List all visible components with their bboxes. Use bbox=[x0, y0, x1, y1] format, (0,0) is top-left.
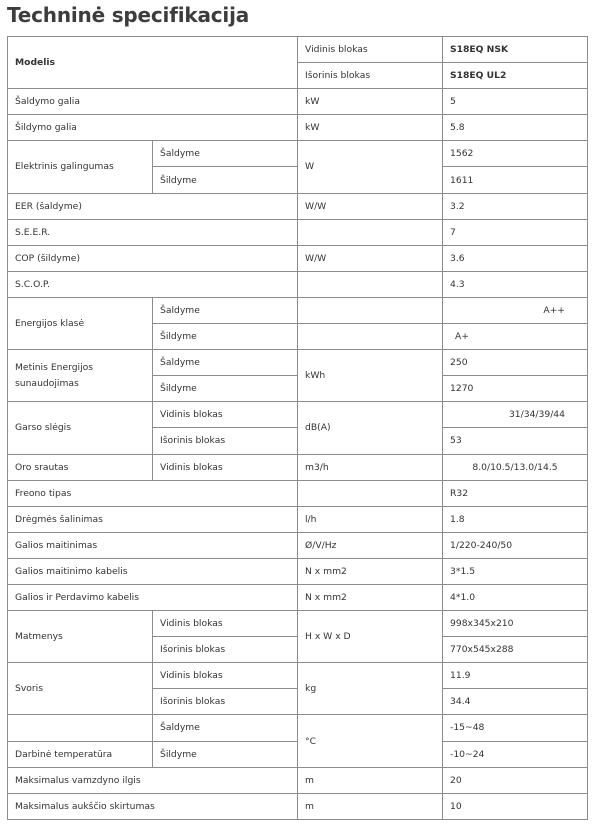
table-cell: 998x345x210 bbox=[443, 611, 588, 637]
table-cell: kg bbox=[298, 663, 443, 715]
table-cell: Modelis bbox=[8, 37, 298, 89]
table-cell: m3/h bbox=[298, 454, 443, 480]
table-cell: Elektrinis galingumas bbox=[8, 141, 153, 193]
table-row bbox=[8, 454, 588, 480]
table-cell: 53 bbox=[443, 428, 588, 454]
table-cell: dB(A) bbox=[298, 402, 443, 454]
table-cell: Vidinis blokas bbox=[153, 611, 298, 637]
table-row bbox=[8, 115, 588, 141]
table-cell bbox=[298, 219, 443, 245]
table-cell: Vidinis blokas bbox=[153, 454, 298, 480]
table-cell: 8.0/10.5/13.0/14.5 bbox=[443, 454, 588, 480]
table-cell: S18EQ NSK bbox=[443, 37, 588, 63]
table-cell: Išorinis blokas bbox=[153, 689, 298, 715]
table-row bbox=[8, 271, 588, 297]
table-cell bbox=[298, 324, 443, 350]
table-row bbox=[8, 532, 588, 558]
table-cell: 3*1.5 bbox=[443, 558, 588, 584]
table-cell: 770x545x288 bbox=[443, 637, 588, 663]
table-cell: Vidinis blokas bbox=[153, 402, 298, 428]
table-cell: H x W x D bbox=[298, 611, 443, 663]
table-cell: l/h bbox=[298, 506, 443, 532]
table-cell: Garso slėgis bbox=[8, 402, 153, 454]
table-cell: S.C.O.P. bbox=[8, 271, 298, 297]
table-cell: 1562 bbox=[443, 141, 588, 167]
table-cell: Energijos klasė bbox=[8, 297, 153, 349]
table-cell: Išorinis blokas bbox=[153, 428, 298, 454]
table-cell: 3.6 bbox=[443, 245, 588, 271]
table-cell: Išorinis blokas bbox=[153, 637, 298, 663]
spec-table bbox=[7, 36, 588, 820]
table-cell: 5 bbox=[443, 89, 588, 115]
table-row bbox=[8, 611, 588, 637]
table-row bbox=[8, 663, 588, 689]
table-cell bbox=[8, 715, 153, 741]
table-cell: N x mm2 bbox=[298, 558, 443, 584]
table-cell: A++ bbox=[443, 297, 588, 323]
table-cell: °C bbox=[298, 715, 443, 767]
table-cell: Galios maitinimo kabelis bbox=[8, 558, 298, 584]
table-cell: Šildymo galia bbox=[8, 115, 298, 141]
table-cell: Maksimalus aukščio skirtumas bbox=[8, 793, 298, 819]
table-cell: kWh bbox=[298, 350, 443, 402]
table-cell: 1/220-240/50 bbox=[443, 532, 588, 558]
table-row bbox=[8, 37, 588, 63]
table-cell: Šildyme bbox=[153, 741, 298, 767]
table-row bbox=[8, 715, 588, 741]
table-cell: Šildyme bbox=[153, 324, 298, 350]
table-cell: Šaldymo galia bbox=[8, 89, 298, 115]
table-cell: Šaldyme bbox=[153, 350, 298, 376]
table-cell: Freono tipas bbox=[8, 480, 298, 506]
table-cell: A+ bbox=[443, 324, 588, 350]
table-cell: -10~24 bbox=[443, 741, 588, 767]
table-cell: 5.8 bbox=[443, 115, 588, 141]
table-cell: Galios ir Perdavimo kabelis bbox=[8, 584, 298, 610]
table-row bbox=[8, 219, 588, 245]
table-row bbox=[8, 245, 588, 271]
table-cell: COP (šildyme) bbox=[8, 245, 298, 271]
table-row bbox=[8, 402, 588, 428]
table-cell: R32 bbox=[443, 480, 588, 506]
table-cell: kW bbox=[298, 115, 443, 141]
table-cell: 31/34/39/44 bbox=[443, 402, 588, 428]
table-cell: Galios maitinimas bbox=[8, 532, 298, 558]
table-cell: S18EQ UL2 bbox=[443, 63, 588, 89]
table-cell: 10 bbox=[443, 793, 588, 819]
table-row bbox=[8, 767, 588, 793]
table-cell: m bbox=[298, 767, 443, 793]
table-cell: 4*1.0 bbox=[443, 584, 588, 610]
table-cell: Maksimalus vamzdyno ilgis bbox=[8, 767, 298, 793]
table-cell: 7 bbox=[443, 219, 588, 245]
table-cell: 3.2 bbox=[443, 193, 588, 219]
table-cell: 1.8 bbox=[443, 506, 588, 532]
table-cell: Matmenys bbox=[8, 611, 153, 663]
table-cell: kW bbox=[298, 89, 443, 115]
table-row bbox=[8, 506, 588, 532]
table-cell: 34.4 bbox=[443, 689, 588, 715]
table-cell: Šaldyme bbox=[153, 141, 298, 167]
table-cell: EER (šaldyme) bbox=[8, 193, 298, 219]
table-cell: Darbinė temperatūra bbox=[8, 741, 153, 767]
table-cell: Ø/V/Hz bbox=[298, 532, 443, 558]
table-cell: -15~48 bbox=[443, 715, 588, 741]
table-row bbox=[8, 480, 588, 506]
table-row bbox=[8, 297, 588, 323]
table-cell: W/W bbox=[298, 193, 443, 219]
table-cell: Šildyme bbox=[153, 167, 298, 193]
table-cell: N x mm2 bbox=[298, 584, 443, 610]
table-cell: Šaldyme bbox=[153, 297, 298, 323]
table-row bbox=[8, 793, 588, 819]
table-cell: 4.3 bbox=[443, 271, 588, 297]
table-row bbox=[8, 558, 588, 584]
table-cell: m bbox=[298, 793, 443, 819]
table-cell: Šaldyme bbox=[153, 715, 298, 741]
table-row bbox=[8, 193, 588, 219]
table-cell: W/W bbox=[298, 245, 443, 271]
table-cell: Metinis Energijos sunaudojimas bbox=[8, 350, 153, 402]
table-cell: 11.9 bbox=[443, 663, 588, 689]
table-cell: Svoris bbox=[8, 663, 153, 715]
table-row bbox=[8, 89, 588, 115]
table-cell: Išorinis blokas bbox=[298, 63, 443, 89]
table-row bbox=[8, 350, 588, 376]
table-cell bbox=[298, 480, 443, 506]
table-cell: 1611 bbox=[443, 167, 588, 193]
table-cell: S.E.E.R. bbox=[8, 219, 298, 245]
table-row bbox=[8, 584, 588, 610]
table-row bbox=[8, 141, 588, 167]
table-cell: Oro srautas bbox=[8, 454, 153, 480]
table-cell bbox=[298, 271, 443, 297]
table-cell bbox=[298, 297, 443, 323]
table-cell: W bbox=[298, 141, 443, 193]
table-cell: 20 bbox=[443, 767, 588, 793]
table-cell: Vidinis blokas bbox=[298, 37, 443, 63]
page-title: Techninė specifikacija bbox=[7, 3, 250, 27]
table-cell: Šildyme bbox=[153, 376, 298, 402]
table-cell: 250 bbox=[443, 350, 588, 376]
table-cell: Drėgmės šalinimas bbox=[8, 506, 298, 532]
table-cell: Vidinis blokas bbox=[153, 663, 298, 689]
table-cell: 1270 bbox=[443, 376, 588, 402]
